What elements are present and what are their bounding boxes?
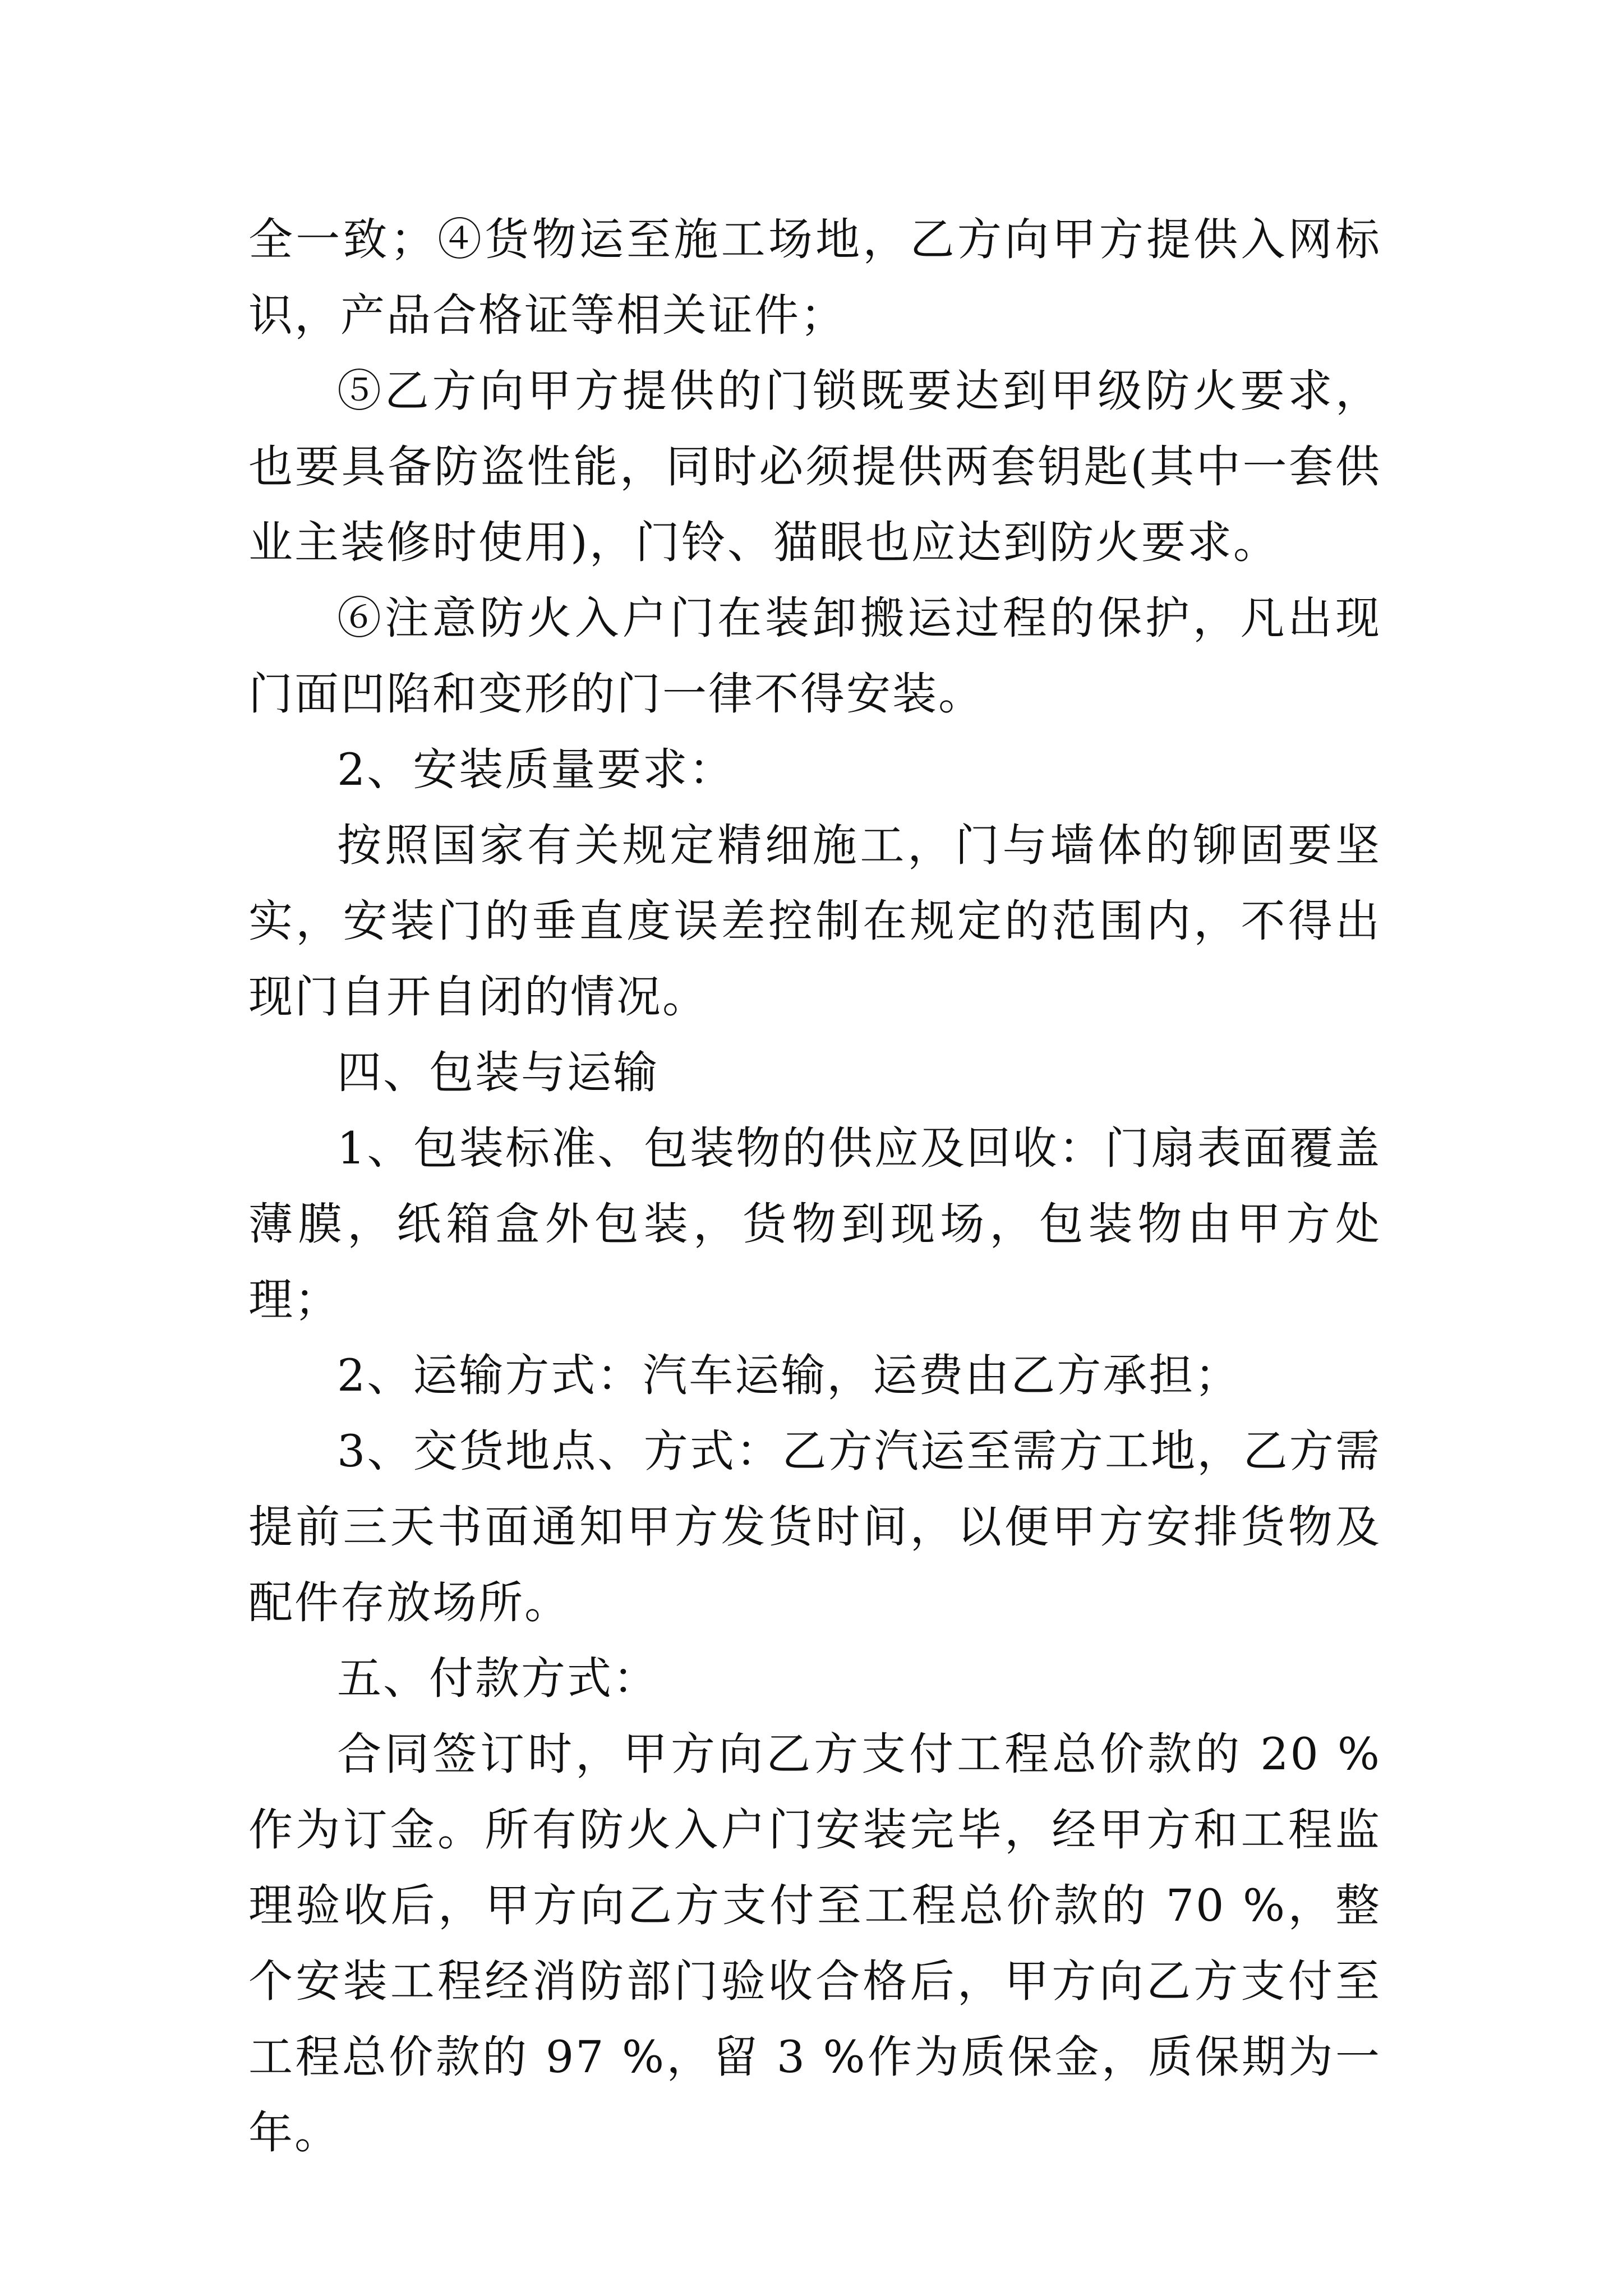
paragraph-installation-standards: 按照国家有关规定精细施工，门与墙体的铆固要坚实，安装门的垂直度误差控制在规定的范围内，不得出现门自开自闭的情况。 bbox=[248, 820, 1381, 1023]
heading-installation-quality: 2、安装质量要求： bbox=[337, 744, 735, 795]
paragraph-packaging-standard: 1、包装标准、包装物的供应及回收：门扇表面覆盖薄膜，纸箱盒外包装，货物到现场，包装物由甲方处理； bbox=[248, 1122, 1381, 1326]
paragraph-door-lock-requirements: ⑤乙方向甲方提供的门锁既要达到甲级防火要求，也要具备防盗性能，同时必须提供两套钥匙(其中一套供业主装修时使用)，门铃、猫眼也应达到防火要求。 bbox=[248, 365, 1381, 568]
paragraph-transport-method: 2、运输方式：汽车运输，运费由乙方承担； bbox=[337, 1350, 1241, 1401]
document-body bbox=[248, 202, 1381, 2171]
paragraph-payment-terms: 合同签订时，甲方向乙方支付工程总价款的 20 %作为订金。所有防火入户门安装完毕，经甲方和工程监理验收后，甲方向乙方支付至工程总价款的 70 %，整个安装工程经消防部门验收合格后，甲方向乙方支付至工程总价款的 97 %，留 3 %作为质保金，质保期为一年。 bbox=[248, 1728, 1381, 2159]
paragraph-transport-protection: ⑥注意防火入户门在装卸搬运过程的保护，凡出现门面凹陷和变形的门一律不得安装。 bbox=[248, 592, 1381, 720]
heading-packaging-transport: 四、包装与运输 bbox=[337, 1047, 659, 1098]
paragraph-delivery-location: 3、交货地点、方式：乙方汽运至需方工地，乙方需提前三天书面通知甲方发货时间，以便甲方安排货物及配件存放场所。 bbox=[248, 1425, 1381, 1628]
paragraph-product-documents: 全一致；④货物运至施工场地，乙方向甲方提供入网标识，产品合格证等相关证件； bbox=[248, 214, 1381, 341]
heading-payment-method: 五、付款方式： bbox=[337, 1653, 659, 1704]
